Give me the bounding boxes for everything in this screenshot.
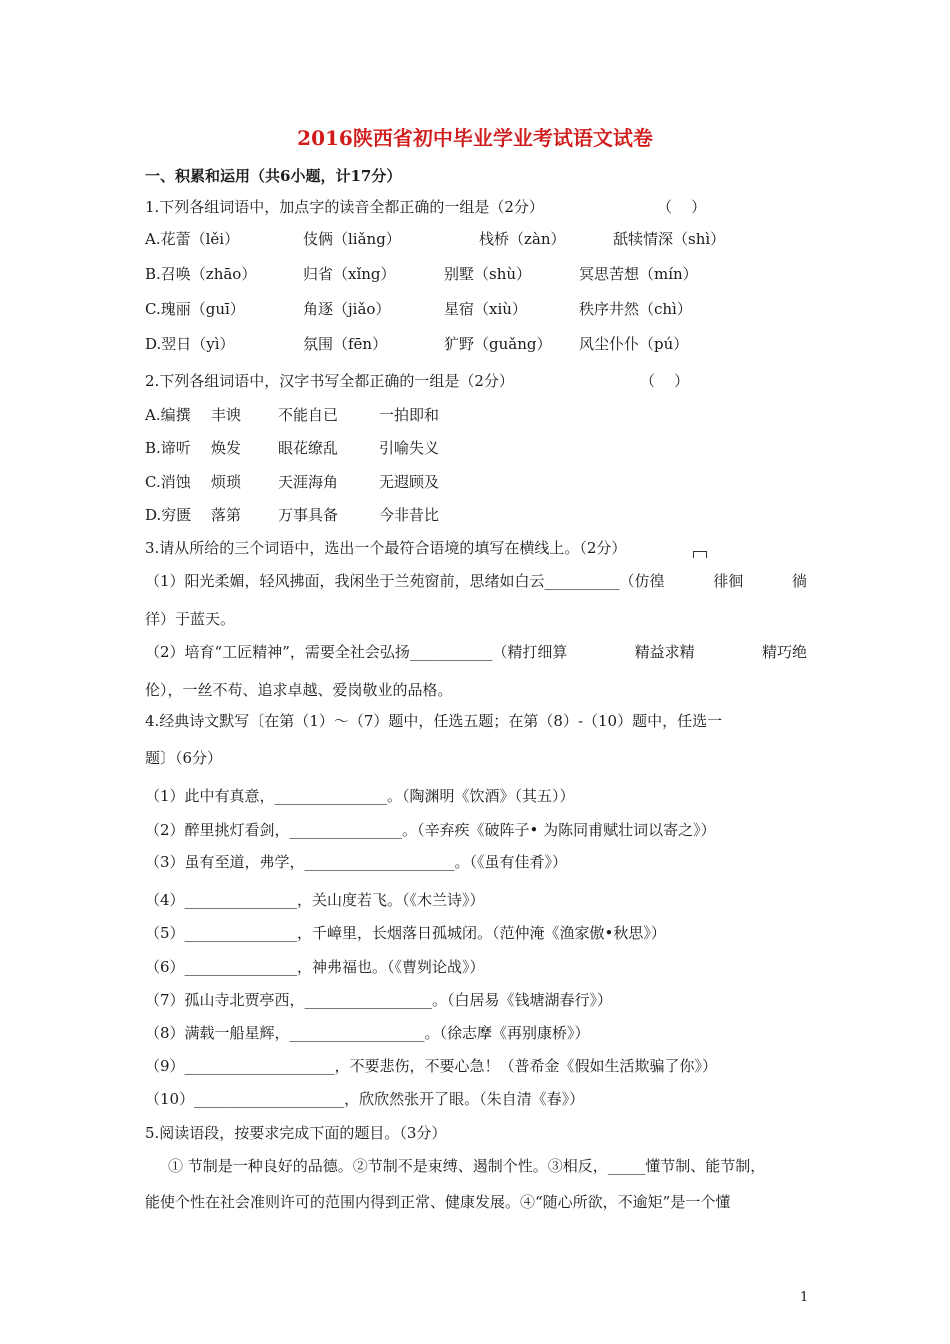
text-span: 徘徊 — [713, 572, 744, 590]
option-cell: 犷野（guǎng） — [444, 335, 552, 353]
q1-answer-paren: （ ） — [657, 198, 707, 216]
option-cell: D.穷匮 — [145, 506, 192, 524]
page-number: 1 — [800, 1290, 809, 1305]
text-span: 精巧绝 — [761, 643, 807, 661]
option-cell: A.花蕾（lěi） — [145, 230, 240, 248]
q4-item-10: （10）____________________，欣欣然张开了眼。（朱自清《春》） — [145, 1090, 585, 1108]
option-cell: 氛围（fēn） — [303, 335, 388, 353]
option-cell: 落第 — [211, 506, 242, 524]
option-cell: 丰谀 — [211, 406, 242, 424]
option-cell: 栈桥（zàn） — [479, 230, 566, 248]
q4-item-5: （5）_______________，千嶂里，长烟落日孤城闭。（范仲淹《渔家傲•秋思》） — [145, 924, 666, 942]
q3-stem: 3.请从所给的三个词语中，选出一个最符合语境的填写在横线上。（2分） — [145, 539, 627, 557]
q4-stem-line-2: 题〕（6分） — [145, 749, 223, 767]
option-cell: 烦琐 — [211, 473, 242, 491]
option-cell: 引喻失义 — [379, 439, 440, 457]
q2-stem: 2.下列各组词语中，汉字书写全都正确的一组是（2分） — [145, 372, 514, 390]
option-cell: C.瑰丽（guī） — [145, 300, 245, 318]
q4-stem-line-1: 4.经典诗文默写〔在第（1）～（7）题中，任选五题；在第（8）-（10）题中，任选一 — [145, 712, 723, 730]
option-cell: 无遐顾及 — [379, 473, 440, 491]
q2-answer-paren: （ ） — [640, 372, 690, 390]
section-heading: 一、积累和运用（共6小题，计17分） — [145, 167, 402, 185]
q4-item-9: （9）____________________，不要悲伤，不要心急！（普希金《假如生活欺骗了你》） — [145, 1057, 718, 1075]
q4-item-4: （4）_______________，关山度若飞。（《木兰诗》） — [145, 891, 485, 909]
q4-item-3: （3）虽有至道，弗学，____________________。（《虽有佳肴》） — [145, 853, 568, 871]
q3-line-2: 徉）于蓝天。 — [145, 610, 236, 628]
q4-item-6: （6）_______________，神弗福也。（《曹刿论战》） — [145, 958, 485, 976]
q5-passage-line-2: 能使个性在社会准则许可的范围内得到正常、健康发展。④“随心所欲，不逾矩”是一个懂 — [145, 1193, 731, 1211]
option-cell: 伎俩（liǎng） — [303, 230, 401, 248]
option-cell: 风尘仆仆（pú） — [579, 335, 689, 353]
option-cell: 秩序井然（chì） — [579, 300, 692, 318]
option-cell: 眼花缭乱 — [278, 439, 339, 457]
option-cell: 万事具备 — [278, 506, 339, 524]
q5-stem: 5.阅读语段，按要求完成下面的题目。（3分） — [145, 1124, 447, 1142]
option-cell: 归省（xǐng） — [303, 265, 396, 283]
text-span: 徜 — [791, 572, 807, 590]
q1-stem: 1.下列各组词语中，加点字的读音全都正确的一组是（2分） — [145, 198, 544, 216]
option-cell: 星宿（xiù） — [444, 300, 527, 318]
text-span: （1）阳光柔媚，轻风拂面，我闲坐于兰苑窗前，思绪如白云__________（仿徨 — [145, 572, 665, 590]
option-cell: 天涯海角 — [278, 473, 339, 491]
option-cell: D.翌日（yì） — [145, 335, 235, 353]
q4-item-2: （2）醉里挑灯看剑，_______________。（辛弃疾《破阵子• 为陈同甫赋壮词以寄之》） — [145, 821, 716, 839]
option-cell: A.编撰 — [145, 406, 191, 424]
page-title: 2016陕西省初中毕业学业考试语文试卷 — [297, 126, 653, 150]
option-cell: B.谛听 — [145, 439, 191, 457]
option-cell: B.召唤（zhāo） — [145, 265, 257, 283]
q5-passage-line-1: ① 节制是一种良好的品德。②节制不是束缚、遏制个性。③相反，_____懂节制、能节制， — [168, 1157, 766, 1175]
q4-item-1: （1）此中有真意，_______________。（陶渊明《饮酒》（其五）） — [145, 787, 575, 805]
option-cell: 一拍即和 — [379, 406, 440, 424]
text-span: （2）培育“工匠精神”，需要全社会弘扬___________（精打细算 — [145, 643, 568, 661]
q3-line-1 — [145, 571, 807, 591]
option-cell: 角逐（jiǎo） — [303, 300, 391, 318]
q4-item-7: （7）孤山寺北贾亭西，_________________。（白居易《钱塘湖春行》） — [145, 991, 613, 1009]
option-cell: 别墅（shù） — [444, 265, 532, 283]
option-cell: 今非昔比 — [379, 506, 440, 524]
option-cell: C.消蚀 — [145, 473, 191, 491]
q3-line-3 — [145, 642, 807, 662]
q4-item-8: （8）满载一船星辉，__________________。（徐志摩《再别康桥》） — [145, 1024, 590, 1042]
option-cell: 焕发 — [211, 439, 242, 457]
text-span: 精益求精 — [634, 643, 695, 661]
option-cell: 舐犊情深（shì） — [613, 230, 726, 248]
correction-mark — [693, 551, 707, 558]
q3-line-4: 伦），一丝不苟、追求卓越、爱岗敬业的品格。 — [145, 681, 453, 699]
option-cell: 不能自已 — [278, 406, 339, 424]
option-cell: 冥思苦想（mín） — [579, 265, 698, 283]
